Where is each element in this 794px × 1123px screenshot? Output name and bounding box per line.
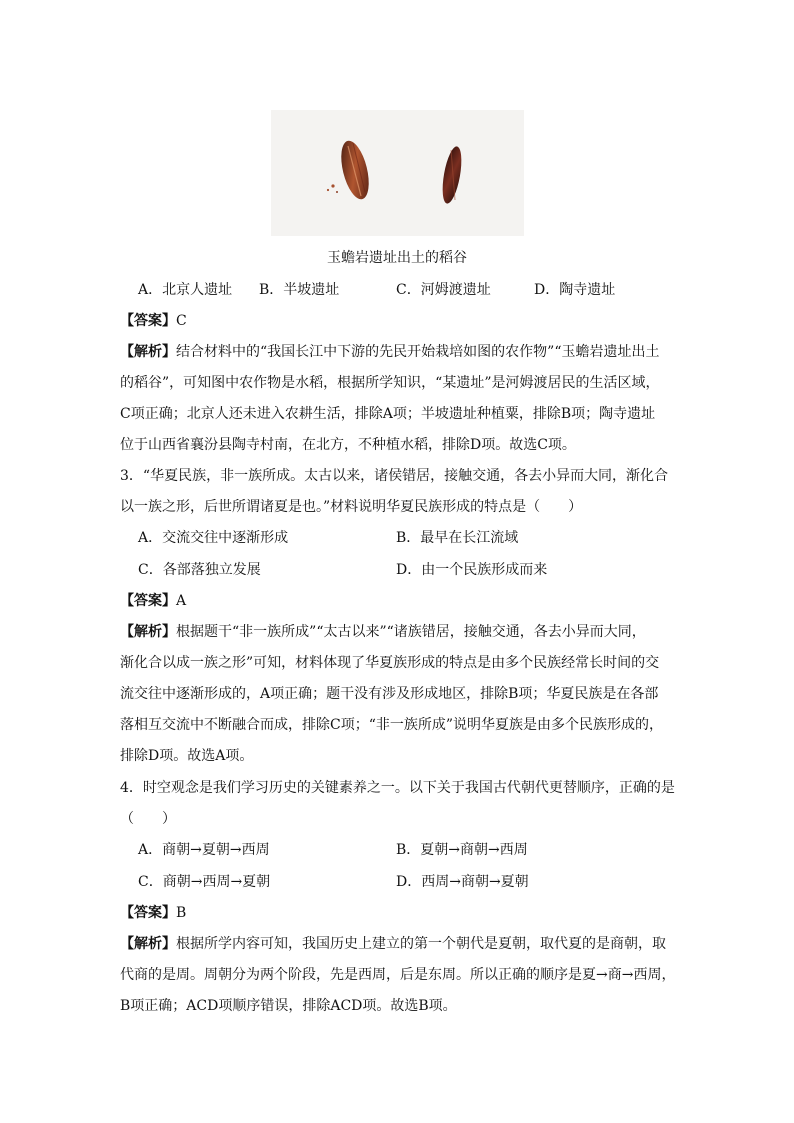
answer-label: 【答案】 (120, 313, 176, 329)
q2-analysis-line: 位于山西省襄汾县陶寺村南，在北方，不种植水稻，排除D项。故选C项。 (120, 437, 576, 453)
q3-option-b: B．最早在长江流域 (396, 530, 519, 546)
q4-option-b: B．夏朝→商朝→西周 (396, 842, 528, 858)
rice-grain-photo (271, 110, 524, 236)
answer-value: C (176, 313, 187, 329)
q3-analysis-line: 排除D项。故选A项。 (120, 748, 254, 764)
q2-option-d: D．陶寺遗址 (534, 282, 616, 298)
grain-left (336, 138, 374, 202)
analysis-text: 根据所学内容可知，我国历史上建立的第一个朝代是夏朝，取代夏的是商朝，取 (176, 936, 666, 952)
q4-answer (120, 903, 186, 923)
q3-analysis-line: 落相互交流中不断融合而成，排除C项；“非一族所成”说明华夏族是由多个民族形成的， (120, 717, 664, 733)
grain-right (439, 145, 465, 205)
q3-analysis-line: 渐化合以成一族之形”可知，材料体现了华夏族形成的特点是由多个民族经常长时间的交 (120, 655, 660, 671)
q3-option-c: C．各部落独立发展 (138, 562, 261, 578)
q2-analysis-line: 的稻谷”，可知图中农作物是水稻，根据所学知识，“某遗址”是河姆渡居民的生活区域， (120, 375, 660, 391)
analysis-text: 根据题干“非一族所成”“太古以来”“诸族错居，接触交通，各去小异而大同， (176, 624, 646, 640)
q3-analysis-line: 流交往中逐渐形成的，A项正确；题干没有涉及形成地区，排除B项；华夏民族是在各部 (120, 686, 659, 702)
analysis-label: 【解析】 (120, 624, 176, 640)
analysis-label: 【解析】 (120, 344, 176, 360)
q4-analysis-line (120, 934, 666, 954)
figure-caption: 玉蟾岩遗址出土的稻谷 (327, 250, 467, 266)
q2-answer (120, 311, 187, 331)
answer-value: A (176, 593, 187, 609)
answer-label: 【答案】 (120, 905, 176, 921)
q2-analysis-line (120, 342, 659, 362)
q2-option-a: A．北京人遗址 (138, 282, 233, 298)
q3-stem-line: 3．“华夏民族，非一族所成。太古以来，诸侯错居，接触交通，各去小异而大同，渐化合 (120, 468, 669, 484)
analysis-text: 结合材料中的“我国长江中下游的先民开始栽培如图的农作物”“玉蟾岩遗址出土 (176, 344, 660, 360)
q3-stem-line: 以一族之形，后世所谓诸夏是也。”材料说明华夏民族形成的特点是（ ） (120, 499, 583, 515)
q2-option-b: B．半坡遗址 (259, 282, 340, 298)
q3-answer (120, 591, 186, 611)
q4-analysis-line: B项正确；ACD项顺序错误，排除ACD项。故选B项。 (120, 998, 457, 1014)
q4-option-d: D．西周→商朝→夏朝 (396, 874, 529, 890)
answer-label: 【答案】 (120, 593, 176, 609)
q4-stem-line: （ ） (120, 811, 176, 827)
q4-stem-line: 4．时空观念是我们学习历史的关键素养之一。以下关于我国古代朝代更替顺序，正确的是 (120, 780, 675, 796)
q4-option-c: C．商朝→西周→夏朝 (138, 874, 271, 890)
q4-analysis-line: 代商的是周。周朝分为两个阶段，先是西周，后是东周。所以正确的顺序是夏→商→西周， (120, 967, 676, 983)
q3-option-a: A．交流交往中逐渐形成 (138, 530, 289, 546)
q3-analysis-line (120, 622, 646, 642)
analysis-label: 【解析】 (120, 936, 176, 952)
answer-value: B (176, 905, 187, 921)
q4-option-a: A．商朝→夏朝→西周 (138, 842, 270, 858)
q2-analysis-line: C项正确；北京人还未进入农耕生活，排除A项；半坡遗址种植粟，排除B项；陶寺遗址 (120, 406, 656, 422)
rice-grain-image (271, 110, 524, 236)
q2-option-c: C．河姆渡遗址 (396, 282, 491, 298)
q3-option-d: D．由一个民族形成而来 (396, 562, 548, 578)
